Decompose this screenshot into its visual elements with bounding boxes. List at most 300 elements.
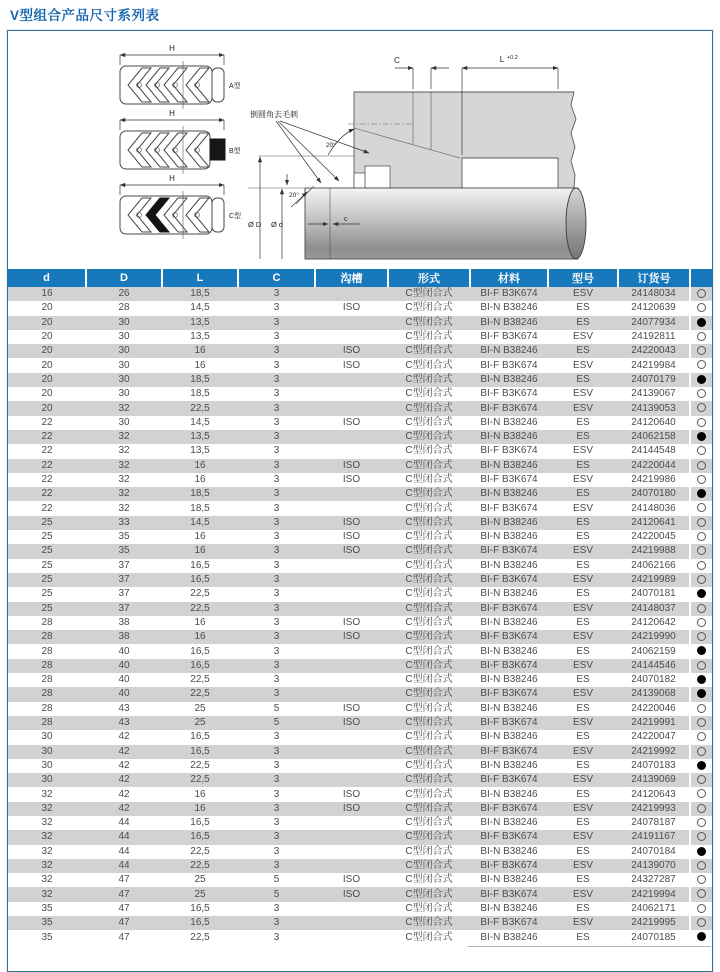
- availability-cell: [690, 687, 712, 701]
- table-cell: 22: [41, 459, 53, 471]
- table-row: [8, 330, 712, 344]
- table-cell: 24120642: [631, 616, 676, 628]
- open-circle-marker: [697, 875, 706, 884]
- table-cell: 24220044: [631, 459, 676, 471]
- open-circle-marker: [697, 475, 706, 484]
- table-cell: BI-F B3K674: [480, 860, 538, 872]
- open-circle-marker: [697, 289, 706, 298]
- table-row: [8, 344, 712, 358]
- table-cell: 35: [41, 917, 53, 929]
- table-cell: 24219994: [631, 888, 676, 900]
- open-circle-marker: [697, 918, 706, 927]
- table-cell: 25: [194, 874, 206, 886]
- table-cell: C型闭合式: [405, 331, 453, 343]
- table-cell: 3: [273, 316, 280, 328]
- table-cell: 28: [118, 302, 130, 314]
- table-cell: ESV: [572, 331, 593, 343]
- shaft-section: [305, 188, 578, 259]
- table-cell: 3: [273, 631, 280, 643]
- table-cell: 24070181: [631, 588, 676, 600]
- filled-circle-marker: [697, 932, 706, 941]
- filled-circle-marker: [697, 847, 706, 856]
- table-cell: BI-F B3K674: [480, 717, 538, 729]
- table-cell: 16,5: [190, 902, 210, 914]
- table-cell: 3: [273, 516, 280, 528]
- availability-cell: [690, 602, 712, 616]
- open-circle-marker: [697, 632, 706, 641]
- availability-cell: [690, 630, 712, 644]
- table-cell: 3: [273, 659, 280, 671]
- availability-cell: [690, 730, 712, 744]
- table-cell: 3: [273, 860, 280, 872]
- table-cell: 3: [273, 345, 280, 357]
- table-cell: 30: [118, 388, 130, 400]
- table-cell: 5: [273, 888, 280, 900]
- table-cell: BI-N B38246: [480, 817, 538, 829]
- table-row: [8, 859, 712, 873]
- table-cell: ES: [576, 817, 590, 829]
- table-cell: 24327287: [631, 874, 676, 886]
- availability-cell: [690, 387, 712, 401]
- table-cell: [315, 845, 388, 859]
- table-cell: 44: [118, 831, 130, 843]
- table-row: [8, 358, 712, 372]
- table-cell: 25: [194, 702, 206, 714]
- table-cell: BI-N B38246: [480, 516, 538, 528]
- table-cell: 24219995: [631, 917, 676, 929]
- open-circle-marker: [697, 604, 706, 613]
- open-circle-marker: [697, 747, 706, 756]
- table-cell: ESV: [572, 745, 593, 757]
- table-row: [8, 902, 712, 916]
- table-bottom-partial-border: [468, 946, 711, 947]
- table-row: [8, 387, 712, 401]
- table-cell: BI-F B3K674: [480, 659, 538, 671]
- table-row: [8, 587, 712, 601]
- table-cell: 22: [41, 431, 53, 443]
- table-cell: 16: [194, 531, 206, 543]
- open-circle-marker: [697, 818, 706, 827]
- stack-b-label: B型: [229, 148, 241, 155]
- table-cell: 18,5: [190, 502, 210, 514]
- table-cell: BI-F B3K674: [480, 288, 538, 300]
- table-cell: C型闭合式: [405, 516, 453, 528]
- table-cell: 42: [118, 759, 130, 771]
- table-cell: 5: [273, 874, 280, 886]
- availability-cell: [690, 930, 712, 944]
- table-cell: C型闭合式: [405, 759, 453, 771]
- open-circle-marker: [697, 503, 706, 512]
- table-cell: C型闭合式: [405, 874, 453, 886]
- open-circle-marker: [697, 718, 706, 727]
- table-cell: 28: [41, 717, 53, 729]
- stack-c-diagram: [120, 174, 241, 239]
- table-cell: BI-N B38246: [480, 788, 538, 800]
- availability-cell: [690, 287, 712, 301]
- table-row: [8, 716, 712, 730]
- table-cell: 3: [273, 674, 280, 686]
- table-row: [8, 673, 712, 687]
- table-cell: BI-N B38246: [480, 431, 538, 443]
- open-circle-marker: [697, 561, 706, 570]
- table-cell: 37: [118, 574, 130, 586]
- table-cell: C型闭合式: [405, 688, 453, 700]
- table-cell: BI-N B38246: [480, 645, 538, 657]
- table-cell: 22,5: [190, 759, 210, 771]
- table-cell: [315, 573, 388, 587]
- table-cell: 37: [118, 602, 130, 614]
- table-row: [8, 802, 712, 816]
- table-cell: ESV: [572, 474, 593, 485]
- table-cell: C型闭合式: [405, 731, 453, 743]
- availability-cell: [690, 459, 712, 473]
- table-cell: 28: [41, 645, 53, 657]
- table-row: [8, 787, 712, 801]
- table-cell: 24220045: [631, 531, 676, 543]
- table-cell: C型闭合式: [405, 316, 453, 328]
- table-cell: 30: [118, 345, 130, 357]
- open-circle-marker: [697, 832, 706, 841]
- table-cell: BI-N B38246: [480, 731, 538, 743]
- filled-circle-marker: [697, 432, 706, 441]
- table-row: [8, 430, 712, 444]
- table-cell: 3: [273, 502, 280, 514]
- open-circle-marker: [697, 775, 706, 784]
- availability-cell: [690, 544, 712, 558]
- table-cell: ESV: [572, 688, 593, 700]
- table-cell: C型闭合式: [405, 917, 453, 929]
- table-cell: ES: [576, 345, 590, 357]
- table-cell: 20: [41, 302, 53, 314]
- table-cell: ESV: [572, 802, 593, 814]
- table-cell: 16: [194, 359, 206, 371]
- table-cell: 3: [273, 917, 280, 929]
- table-cell: 24191167: [631, 831, 676, 843]
- table-cell: ES: [576, 416, 590, 428]
- table-cell: 16,5: [190, 574, 210, 586]
- table-cell: 20: [41, 402, 53, 414]
- table-cell: ESV: [572, 717, 593, 729]
- table-cell: BI-F B3K674: [480, 831, 538, 843]
- table-cell: [315, 859, 388, 873]
- table-cell: 47: [118, 917, 130, 929]
- table-cell: [315, 387, 388, 401]
- availability-cell: [690, 330, 712, 344]
- table-cell: BI-F B3K674: [480, 688, 538, 700]
- table-cell: BI-F B3K674: [480, 802, 538, 814]
- table-cell: 24192811: [631, 331, 676, 343]
- table-cell: ESV: [572, 574, 593, 586]
- open-circle-marker: [697, 303, 706, 312]
- table-cell: 16: [41, 288, 53, 300]
- table-cell: BI-N B38246: [480, 845, 538, 857]
- table-cell: 16,5: [190, 659, 210, 671]
- dim-label-h-c: H: [169, 174, 175, 183]
- table-cell: 30: [41, 759, 53, 771]
- table-cell: 24220043: [631, 345, 676, 357]
- table-cell: 3: [273, 645, 280, 657]
- table-cell: BI-N B38246: [480, 702, 538, 714]
- table-cell: ISO: [342, 802, 361, 814]
- filled-circle-marker: [697, 675, 706, 684]
- table-cell: [315, 730, 388, 744]
- table-cell: 20: [41, 316, 53, 328]
- table-cell: ESV: [572, 445, 593, 457]
- table-cell: [315, 602, 388, 616]
- filled-circle-marker: [697, 689, 706, 698]
- table-cell: C型闭合式: [405, 459, 453, 471]
- availability-cell: [690, 873, 712, 887]
- technical-drawing: [8, 31, 712, 269]
- filled-circle-marker: [697, 375, 706, 384]
- angle-upper-label: 20°: [326, 142, 336, 149]
- table-cell: 42: [118, 731, 130, 743]
- table-cell: ES: [576, 431, 590, 443]
- table-cell: C型闭合式: [405, 574, 453, 586]
- table-cell: 24139069: [631, 774, 676, 786]
- table-cell: 3: [273, 759, 280, 771]
- table-cell: 3: [273, 745, 280, 757]
- table-cell: 25: [41, 588, 53, 600]
- cross-section-diagram: [248, 55, 586, 259]
- table-cell: 30: [118, 416, 130, 428]
- table-cell: 38: [118, 616, 130, 628]
- column-header: 订货号: [618, 269, 690, 287]
- table-cell: BI-N B38246: [480, 416, 538, 428]
- table-cell: 30: [118, 331, 130, 343]
- table-cell: 16: [194, 802, 206, 814]
- dia-d-label: Ø d: [271, 220, 284, 229]
- table-cell: 37: [118, 559, 130, 571]
- table-cell: 20: [41, 373, 53, 385]
- table-cell: C型闭合式: [405, 860, 453, 872]
- table-cell: C型闭合式: [405, 831, 453, 843]
- availability-cell: [690, 416, 712, 430]
- table-cell: 35: [118, 531, 130, 543]
- availability-cell: [690, 301, 712, 315]
- table-cell: BI-N B38246: [480, 531, 538, 543]
- table-cell: C型闭合式: [405, 645, 453, 657]
- table-row: [8, 459, 712, 473]
- table-cell: 43: [118, 717, 130, 729]
- availability-cell: [690, 759, 712, 773]
- open-circle-marker: [697, 618, 706, 627]
- filled-circle-marker: [697, 646, 706, 655]
- table-cell: [315, 430, 388, 444]
- column-header: 型号: [548, 269, 618, 287]
- table-cell: C型闭合式: [405, 488, 453, 500]
- table-cell: 22,5: [190, 688, 210, 700]
- table-cell: BI-F B3K674: [480, 631, 538, 643]
- table-cell: 25: [41, 574, 53, 586]
- table-cell: C型闭合式: [405, 531, 453, 543]
- table-cell: C型闭合式: [405, 359, 453, 371]
- table-cell: 24078187: [631, 817, 676, 829]
- open-circle-marker: [697, 446, 706, 455]
- table-cell: ISO: [342, 631, 361, 643]
- table-cell: 24148036: [631, 502, 676, 514]
- dim-label-c-upper: C: [394, 56, 400, 65]
- table-cell: [315, 745, 388, 759]
- table-cell: C型闭合式: [405, 631, 453, 643]
- table-cell: 24219992: [631, 745, 676, 757]
- open-circle-marker: [697, 332, 706, 341]
- table-cell: 3: [273, 359, 280, 371]
- table-cell: ES: [576, 845, 590, 857]
- table-cell: 24077934: [631, 316, 676, 328]
- table-cell: 16,5: [190, 745, 210, 757]
- table-cell: [315, 930, 388, 944]
- table-row: [8, 773, 712, 787]
- table-cell: 13,5: [190, 431, 210, 443]
- table-cell: 22,5: [190, 674, 210, 686]
- table-cell: 3: [273, 373, 280, 385]
- table-cell: ES: [576, 516, 590, 528]
- table-cell: 24070182: [631, 674, 676, 686]
- table-cell: 32: [41, 817, 53, 829]
- dim-label-l-tolerance: +0.2: [507, 55, 518, 61]
- table-cell: ES: [576, 531, 590, 543]
- table-cell: ISO: [342, 459, 361, 471]
- table-cell: 24219986: [631, 474, 676, 485]
- table-cell: BI-F B3K674: [480, 445, 538, 457]
- table-cell: ESV: [572, 631, 593, 643]
- table-cell: 30: [41, 774, 53, 786]
- page-title: V型组合产品尺寸系列表: [10, 8, 160, 23]
- table-cell: 3: [273, 802, 280, 814]
- table-row: [8, 702, 712, 716]
- stack-a-label: A型: [229, 83, 241, 90]
- table-cell: ISO: [342, 788, 361, 800]
- table-cell: C型闭合式: [405, 702, 453, 714]
- table-cell: 3: [273, 931, 280, 943]
- table-cell: ESV: [572, 502, 593, 514]
- availability-cell: [690, 845, 712, 859]
- table-cell: 33: [118, 516, 130, 528]
- table-cell: 16: [194, 545, 206, 557]
- table-cell: ESV: [572, 545, 593, 557]
- table-cell: ISO: [342, 416, 361, 428]
- table-cell: [315, 659, 388, 673]
- table-cell: C型闭合式: [405, 888, 453, 900]
- table-cell: 3: [273, 817, 280, 829]
- filled-circle-marker: [697, 589, 706, 598]
- table-cell: 42: [118, 788, 130, 800]
- table-cell: 30: [41, 745, 53, 757]
- availability-cell: [690, 702, 712, 716]
- filled-circle-marker: [697, 761, 706, 770]
- table-row: [8, 287, 712, 301]
- table-cell: 22,5: [190, 602, 210, 614]
- table-cell: C型闭合式: [405, 545, 453, 557]
- dim-label-c-lower: c: [344, 216, 348, 223]
- table-row: [8, 845, 712, 859]
- availability-cell: [690, 773, 712, 787]
- table-cell: ES: [576, 902, 590, 914]
- table-cell: BI-N B38246: [480, 759, 538, 771]
- table-cell: 22,5: [190, 774, 210, 786]
- table-row: [8, 745, 712, 759]
- table-cell: C型闭合式: [405, 817, 453, 829]
- table-cell: BI-N B38246: [480, 373, 538, 385]
- shaft-end-ellipse: [566, 188, 586, 259]
- table-row: [8, 444, 712, 458]
- table-row: [8, 544, 712, 558]
- table-cell: [315, 401, 388, 415]
- table-cell: C型闭合式: [405, 388, 453, 400]
- content-box: [7, 30, 713, 972]
- table-cell: 5: [273, 717, 280, 729]
- table-cell: 40: [118, 674, 130, 686]
- table-row: [8, 730, 712, 744]
- availability-cell: [690, 816, 712, 830]
- table-cell: 47: [118, 888, 130, 900]
- table-cell: 32: [41, 788, 53, 800]
- table-cell: 32: [41, 888, 53, 900]
- open-circle-marker: [697, 732, 706, 741]
- table-row: [8, 687, 712, 701]
- table-cell: ISO: [342, 702, 361, 714]
- table-cell: [315, 559, 388, 573]
- table-cell: 32: [118, 402, 130, 414]
- table-cell: 30: [118, 316, 130, 328]
- table-cell: 38: [118, 631, 130, 643]
- table-cell: 24062159: [631, 645, 676, 657]
- stack-c-label: C型: [229, 213, 242, 220]
- column-header: 材料: [470, 269, 548, 287]
- column-header: [690, 269, 712, 287]
- table-cell: 22: [41, 488, 53, 500]
- table-row: [8, 759, 712, 773]
- column-header: 形式: [388, 269, 470, 287]
- table-cell: 3: [273, 845, 280, 857]
- table-cell: 20: [41, 359, 53, 371]
- table-cell: C型闭合式: [405, 802, 453, 814]
- table-cell: 44: [118, 817, 130, 829]
- table-cell: 24070180: [631, 488, 676, 500]
- column-header: 沟槽: [315, 269, 388, 287]
- table-cell: 30: [118, 373, 130, 385]
- filled-circle-marker: [697, 318, 706, 327]
- table-cell: 24062166: [631, 559, 676, 571]
- table-cell: BI-N B38246: [480, 931, 538, 943]
- chamfer-note-label: 倒圆角去毛刺: [250, 110, 298, 119]
- table-cell: 30: [118, 359, 130, 371]
- table-cell: ISO: [342, 616, 361, 628]
- table-cell: 25: [41, 602, 53, 614]
- availability-cell: [690, 587, 712, 601]
- table-cell: ESV: [572, 288, 593, 300]
- table-cell: 26: [118, 288, 130, 300]
- table-cell: C型闭合式: [405, 288, 453, 300]
- table-cell: 3: [273, 445, 280, 457]
- column-header: D: [86, 269, 162, 287]
- table-cell: 13,5: [190, 316, 210, 328]
- table-cell: 22,5: [190, 845, 210, 857]
- table-cell: C型闭合式: [405, 774, 453, 786]
- open-circle-marker: [697, 403, 706, 412]
- table-cell: 35: [41, 931, 53, 943]
- table-cell: C型闭合式: [405, 845, 453, 857]
- table-cell: 32: [41, 860, 53, 872]
- table-cell: ESV: [572, 774, 593, 786]
- table-cell: C型闭合式: [405, 416, 453, 428]
- table-cell: 24220047: [631, 731, 676, 743]
- table-cell: 28: [41, 631, 53, 643]
- availability-cell: [690, 501, 712, 515]
- table-cell: 22: [41, 416, 53, 428]
- table-row: [8, 516, 712, 530]
